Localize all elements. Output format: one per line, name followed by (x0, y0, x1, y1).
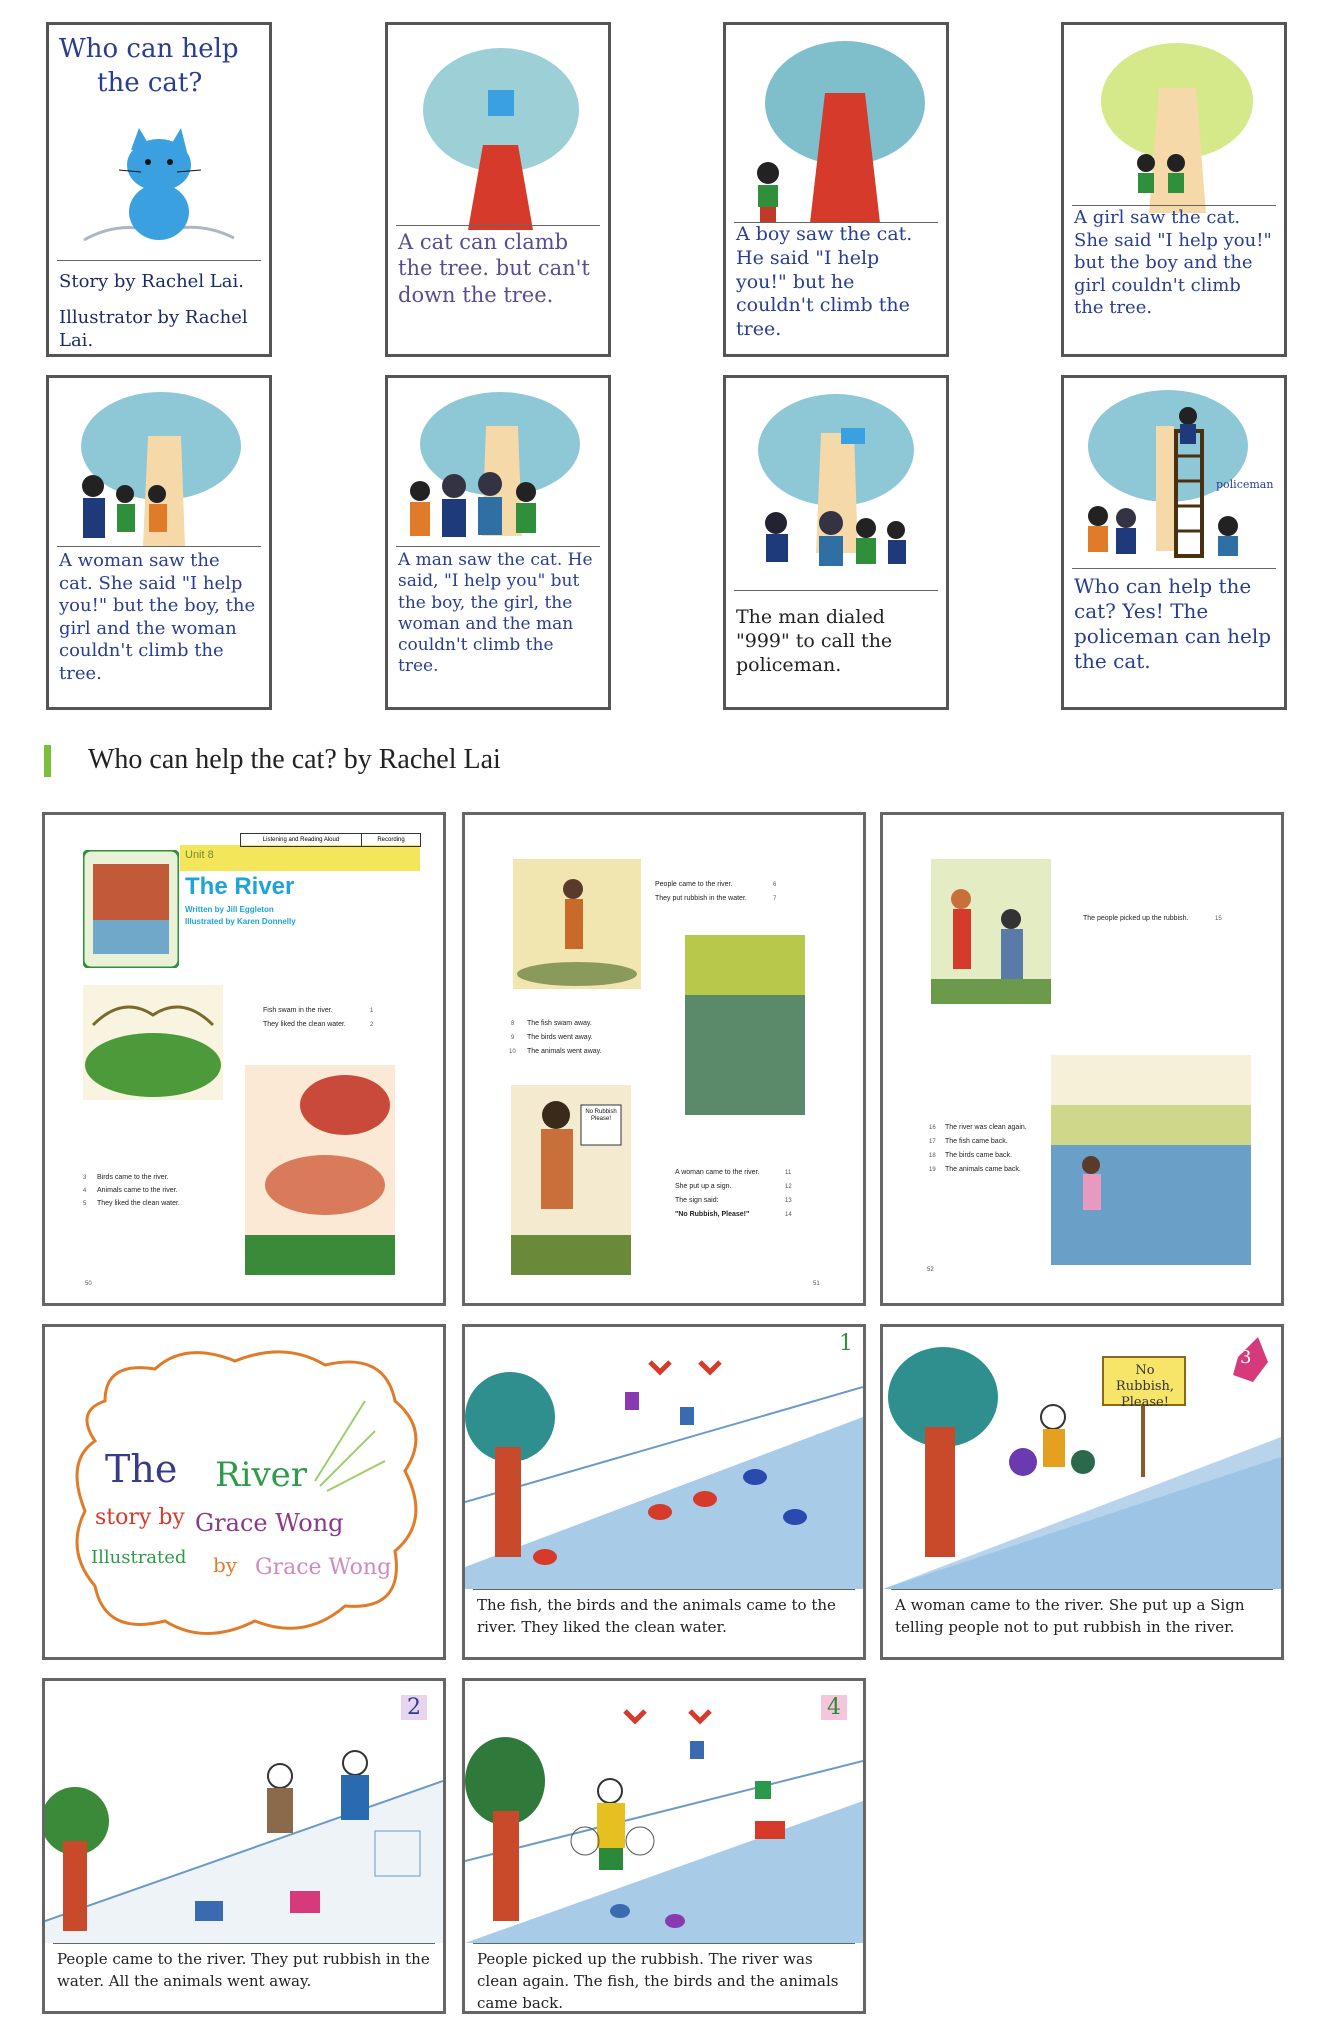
river-deer-illustration (245, 1065, 395, 1275)
section-heading: Who can help the cat? by Rachel Lai (88, 744, 501, 775)
clean-river-crayon-illustration (465, 1681, 863, 1943)
cat-page-text: A man saw the cat. He said, "I help you" but the boy, the girl, the woman and the man couldn't climb the tree. (398, 550, 593, 677)
line-number: 3 (83, 1175, 87, 1181)
line-number: 4 (83, 1188, 87, 1194)
people-rubbish-crayon-illustration (45, 1681, 443, 1943)
grace-page-text: A woman came to the river. She put up a Sign telling people not to put rubbish in the river. (895, 1596, 1245, 1636)
text-line: The birds came back. (945, 1152, 1012, 1159)
cover-title-line1: Who can help (59, 34, 239, 64)
line-number: 17 (929, 1139, 936, 1145)
line-number: 10 (509, 1049, 516, 1055)
blue-cat-illustration (79, 120, 239, 250)
cat-story-page-2 (723, 22, 949, 357)
line-number: 7 (773, 896, 777, 902)
cover-author-line: Story by Rachel Lai. (59, 271, 244, 292)
text-line: They liked the clean water. (263, 1021, 346, 1028)
cat-page-text: A cat can clamb the tree. but can't down the tree. (398, 230, 590, 307)
cat-story-cover-card (46, 22, 272, 357)
line-number: 11 (785, 1170, 792, 1176)
cloud-border-illustration (65, 1341, 431, 1649)
text-line: The animals came back. (945, 1166, 1021, 1173)
page-number: 52 (927, 1267, 934, 1273)
tree-three-people-illustration (63, 386, 259, 556)
line-number: 6 (773, 882, 777, 888)
unit-label: Unit 8 (185, 849, 214, 861)
page-divider (891, 1589, 1273, 1590)
river-book-page-3 (880, 812, 1284, 1306)
page-divider (396, 546, 600, 547)
text-line: People came to the river. (655, 881, 733, 888)
text-line: A woman came to the river. (675, 1169, 760, 1176)
river-title: The River (185, 873, 295, 900)
woman-sign-crayon-illustration (883, 1327, 1281, 1589)
river-birds-illustration (83, 985, 223, 1100)
text-line: The people picked up the rubbish. (1083, 915, 1189, 922)
text-line: The fish swam away. (527, 1020, 592, 1027)
page-divider (396, 225, 600, 226)
recording-header: Recording (361, 833, 421, 847)
line-number: 12 (785, 1184, 792, 1190)
text-line: Fish swam in the river. (263, 1007, 333, 1014)
page-number: 50 (85, 1281, 92, 1287)
page-number-badge: 4 (821, 1695, 847, 1720)
grace-page-text: People came to the river. They put rubbish in the water. All the animals went away. (57, 1950, 430, 1990)
cover-title-line2: the cat? (97, 68, 203, 98)
heading-accent-bar (44, 745, 51, 777)
text-line: The birds went away. (527, 1034, 593, 1041)
cat-page-text: The man dialed "999" to call the policeman. (736, 606, 893, 676)
polluted-water-illustration (685, 935, 805, 1115)
page-divider (734, 590, 938, 591)
cat-page-text: A boy saw the cat. He said "I help you!" but he couldn't climb the tree. (736, 223, 913, 340)
page-divider (1072, 568, 1276, 569)
text-line: The animals went away. (527, 1048, 602, 1055)
policeman-label: policeman (1216, 478, 1274, 491)
line-number: 2 (370, 1022, 374, 1028)
people-picking-rubbish-illustration (931, 859, 1051, 1004)
page-divider (473, 1589, 855, 1590)
cat-story-page-1 (385, 22, 611, 357)
grace-river-page-1 (462, 1324, 866, 1660)
grace-river-cover (42, 1324, 446, 1660)
line-number: 8 (511, 1021, 515, 1027)
grace-page-text: People picked up the rubbish. The river was clean again. The fish, the birds and the animals came back. (477, 1950, 839, 2012)
line-number: 5 (83, 1201, 87, 1207)
river-animals-crayon-illustration (465, 1327, 863, 1589)
page-divider (53, 1943, 435, 1944)
grace-page-text: The fish, the birds and the animals came to the river. They liked the clean water. (477, 1596, 836, 1636)
tree-girl-boy-illustration (1084, 33, 1270, 223)
page-divider (473, 1943, 855, 1944)
cat-story-page-3 (1061, 22, 1287, 357)
grace-river-page-3 (880, 1324, 1284, 1660)
line-number: 18 (929, 1153, 936, 1159)
tree-with-cat-illustration (408, 35, 594, 235)
river-book-page-2 (462, 812, 866, 1306)
cover-story-author: Grace Wong (195, 1509, 344, 1537)
river-cover-thumbnail (83, 850, 179, 968)
text-line: They liked the clean water. (97, 1200, 180, 1207)
tree-four-people-illustration (398, 386, 598, 556)
line-number: 15 (1215, 916, 1222, 922)
page-divider (57, 546, 261, 547)
cat-story-page-5 (385, 375, 611, 710)
cover-illustrator-line: Illustrator by Rachel Lai. (59, 307, 248, 351)
cat-page-text: A woman saw the cat. She said "I help you!" but the boy, the girl and the woman couldn't climb the tree. (59, 550, 256, 684)
cover-illustrated-by: by (213, 1553, 238, 1577)
cat-page-text: Who can help the cat? Yes! The policeman can help the cat. (1074, 574, 1272, 673)
grace-river-page-4 (462, 1678, 866, 2014)
page-number-badge: 1 (839, 1331, 853, 1356)
unit-banner (180, 845, 420, 871)
policeman-ladder-illustration (1078, 386, 1274, 566)
line-number: 9 (511, 1035, 515, 1041)
line-number: 1 (370, 1008, 374, 1014)
tree-boy-illustration (740, 33, 936, 233)
cat-story-page-7 (1061, 375, 1287, 710)
clean-river-illustration (1051, 1055, 1251, 1265)
illustrated-by: Illustrated by Karen Donnelly (185, 917, 296, 926)
page-number-badge: 3 (1240, 1347, 1252, 1368)
listening-reading-header: Listening and Reading Aloud (240, 833, 362, 847)
cover-title-the: The (105, 1447, 178, 1491)
line-number: 14 (785, 1212, 792, 1218)
text-line: They put rubbish in the water. (655, 895, 747, 902)
river-book-page-1 (42, 812, 446, 1306)
man-dialing-illustration (746, 388, 932, 568)
text-line: Birds came to the river. (97, 1174, 169, 1181)
line-number: 13 (785, 1198, 792, 1204)
written-by: Written by Jill Eggleton (185, 905, 274, 914)
text-line: "No Rubbish, Please!" (675, 1211, 750, 1218)
text-line: The river was clean again. (945, 1124, 1027, 1131)
text-line: She put up a sign. (675, 1183, 732, 1190)
line-number: 16 (929, 1125, 936, 1131)
text-line: The fish came back. (945, 1138, 1008, 1145)
cover-title-river: River (215, 1455, 308, 1495)
page-number: 51 (813, 1281, 820, 1287)
sign-text: No Rubbish, Please! (1115, 1363, 1175, 1410)
cat-story-page-4 (46, 375, 272, 710)
grace-river-page-2 (42, 1678, 446, 2014)
cat-page-text: A girl saw the cat. She said "I help you!" but the boy and the girl couldn't climb the tree. (1074, 207, 1272, 318)
cover-story-by: story by (95, 1505, 185, 1530)
line-number: 19 (929, 1167, 936, 1173)
rubbish-river-illustration (513, 859, 641, 989)
page-number-badge: 2 (401, 1695, 427, 1720)
cover-divider (57, 260, 261, 261)
no-rubbish-sign-text: No Rubbish Please! (585, 1109, 617, 1122)
cover-illustrated: Illustrated (91, 1547, 187, 1568)
cover-illustrator-author: Grace Wong (255, 1555, 392, 1580)
page-divider (1072, 205, 1276, 206)
cat-story-page-6 (723, 375, 949, 710)
text-line: The sign said: (675, 1197, 719, 1204)
text-line: Animals came to the river. (97, 1187, 178, 1194)
